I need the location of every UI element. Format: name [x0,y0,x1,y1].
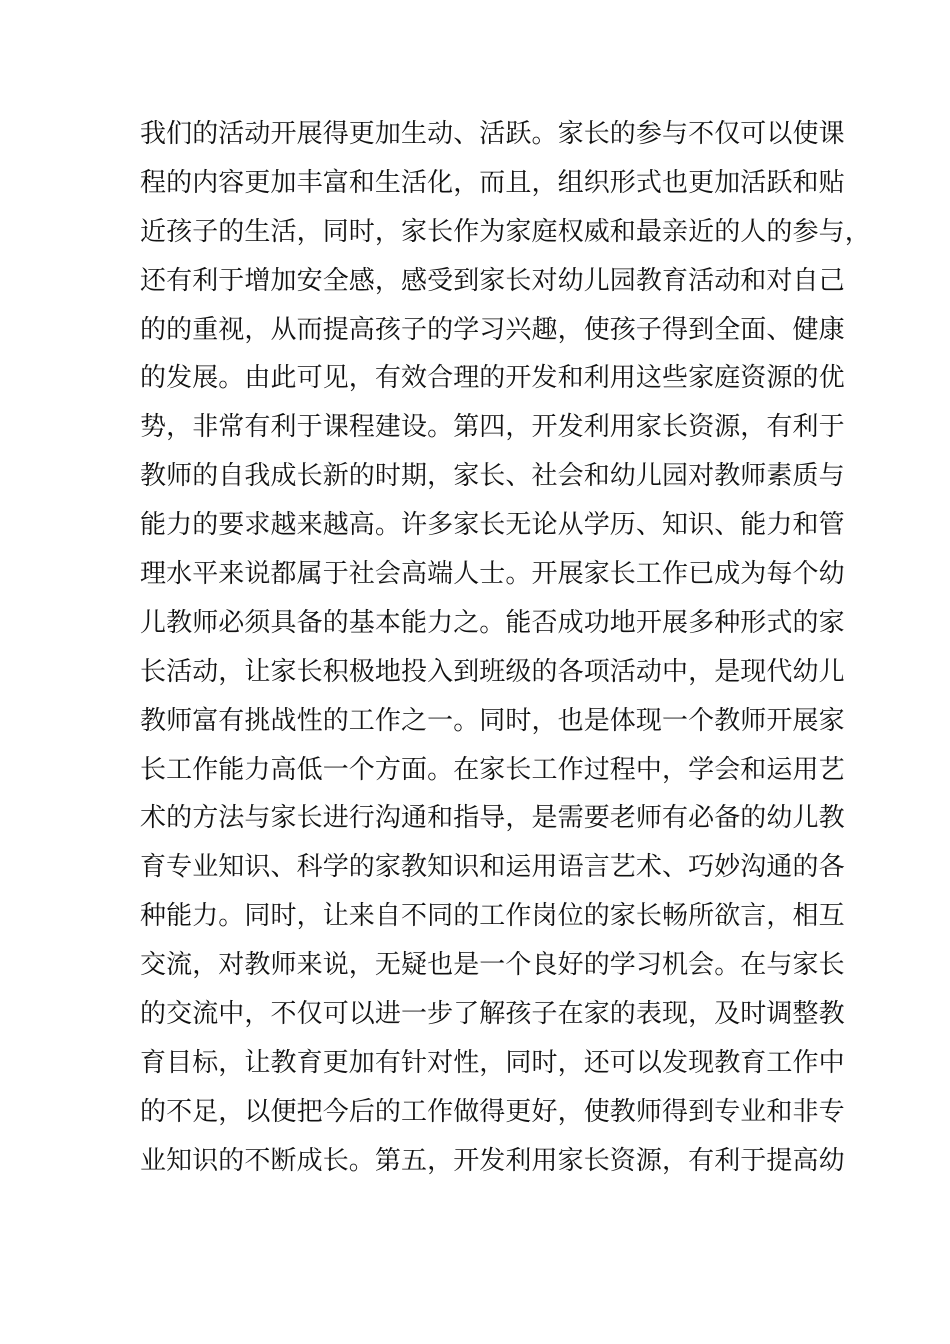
text-line: 长活动，让家长积极地投入到班级的各项活动中，是现代幼儿 [140,656,845,687]
text-line: 交流，对教师来说，无疑也是一个良好的学习机会。在与家长 [140,950,845,981]
text-line: 业知识的不断成长。第五，开发利用家长资源，有利于提高幼 [140,1145,845,1176]
text-line: 我们的活动开展得更加生动、活跃。家长的参与不仅可以使课 [140,119,845,149]
text-line: 育专业知识、科学的家教知识和运用语言艺术、巧妙沟通的各 [140,852,845,883]
text-line: 的发展。由此可见，有效合理的开发和利用这些家庭资源的优 [140,363,845,394]
text-line: 势，非常有利于课程建设。第四，开发利用家长资源，有利于 [140,412,845,443]
text-line: 教师富有挑战性的工作之一。同时，也是体现一个教师开展家 [140,705,845,736]
text-line: 育目标，让教育更加有针对性，同时，还可以发现教育工作中 [140,1047,845,1078]
text-line: 长工作能力高低一个方面。在家长工作过程中，学会和运用艺 [140,754,845,785]
text-line: 的不足，以便把今后的工作做得更好，使教师得到专业和非专 [140,1096,845,1127]
text-line: 程的内容更加丰富和生活化，而且，组织形式也更加活跃和贴 [140,167,845,198]
text-line: 的的重视，从而提高孩子的学习兴趣，使孩子得到全面、健康 [140,314,845,345]
text-line: 还有利于增加安全感，感受到家长对幼儿园教育活动和对自己 [140,265,845,296]
body-text [140,110,871,1186]
text-line: 能力的要求越来越高。许多家长无论从学历、知识、能力和管 [140,510,845,541]
text-line: 的交流中，不仅可以进一步了解孩子在家的表现，及时调整教 [140,999,845,1030]
text-line: 术的方法与家长进行沟通和指导，是需要老师有必备的幼儿教 [140,803,845,834]
text-line: 种能力。同时，让来自不同的工作岗位的家长畅所欲言，相互 [140,901,845,932]
text-line: 近孩子的生活，同时，家长作为家庭权威和最亲近的人的参与， [140,216,871,247]
text-line: 儿教师必须具备的基本能力之。能否成功地开展多种形式的家 [140,607,845,638]
text-line: 理水平来说都属于社会高端人士。开展家长工作已成为每个幼 [140,559,845,590]
text-line: 教师的自我成长新的时期，家长、社会和幼儿园对教师素质与 [140,461,845,492]
